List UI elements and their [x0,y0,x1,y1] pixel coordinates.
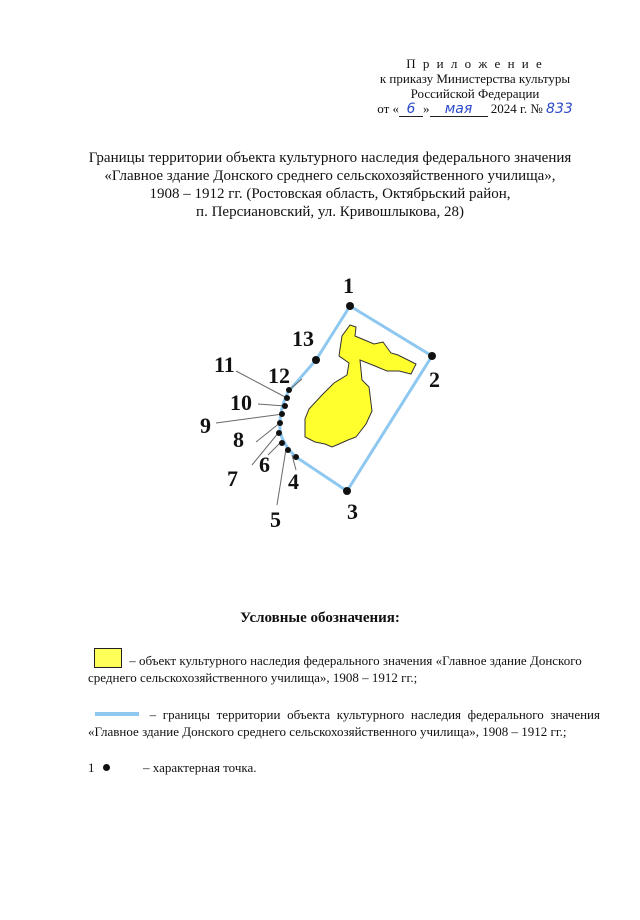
point-4 [293,454,299,460]
order-day: 6 [406,101,416,117]
legend-title: Условные обозначения: [240,610,400,626]
point-label-5: 5 [270,507,281,532]
order-year: 2024 г. № [490,101,543,116]
point-5 [285,447,291,453]
point-label-6: 6 [259,452,270,477]
title-line-1: Границы территории объекта культурного наследия федерального значения [88,150,572,166]
point-1 [346,302,354,310]
point-label-10: 10 [230,390,252,415]
point-6 [279,440,285,446]
order-mid: » [423,101,430,116]
federation-label: Российской Федерации [410,86,540,101]
blue-line-swatch [95,712,139,716]
title-line-4: п. Персиановский, ул. Кривошлыкова, 28) [196,204,464,220]
point-label-12: 12 [268,363,290,388]
point-10 [282,403,288,409]
legend-point-number: 1 [88,760,95,775]
point-7 [276,430,282,436]
point-label-1: 1 [343,273,354,298]
legend-boundary-text: – границы территории объекта культурного наследия федерального значения «Главное здание Донского среднего сельскохозяйственного училища», 1908 – 1912 гг.; [88,707,600,739]
order-number: 833 [546,101,573,117]
point-8 [277,420,283,426]
legend-object [88,648,600,686]
point-label-4: 4 [288,469,299,494]
title-line-2: «Главное здание Донского среднего сельскохозяйственного училища», [104,168,556,184]
point-label-8: 8 [233,427,244,452]
point-11 [284,395,290,401]
point-label-2: 2 [429,367,440,392]
point-9 [279,411,285,417]
title-line-3: 1908 – 1912 гг. (Ростовская область, Октябрьский район, [149,186,511,202]
point-2 [428,352,436,360]
point-label-13: 13 [292,326,314,351]
yellow-fill-swatch [94,648,122,668]
point-marker-icon [103,764,110,771]
heritage-building [305,325,416,447]
legend-object-text: – объект культурного наследия федерального значения «Главное здание Донского среднего сельскохозяйственного училища», 1908 – 1912 гг.; [88,653,582,685]
point-label-7: 7 [227,466,238,491]
point-3 [343,487,351,495]
order-reference: к приказу Министерства культуры [379,71,571,86]
point-label-11: 11 [214,352,235,377]
order-prefix: от « [377,101,399,116]
point-label-9: 9 [200,413,211,438]
legend-point [88,759,600,776]
legend-boundary [88,706,600,740]
legend-point-text: – характерная точка. [143,760,257,775]
order-month: мая [444,101,473,117]
point-13 [312,356,320,364]
point-label-3: 3 [347,499,358,524]
appendix-label: П р и л о ж е н и е [406,56,544,71]
